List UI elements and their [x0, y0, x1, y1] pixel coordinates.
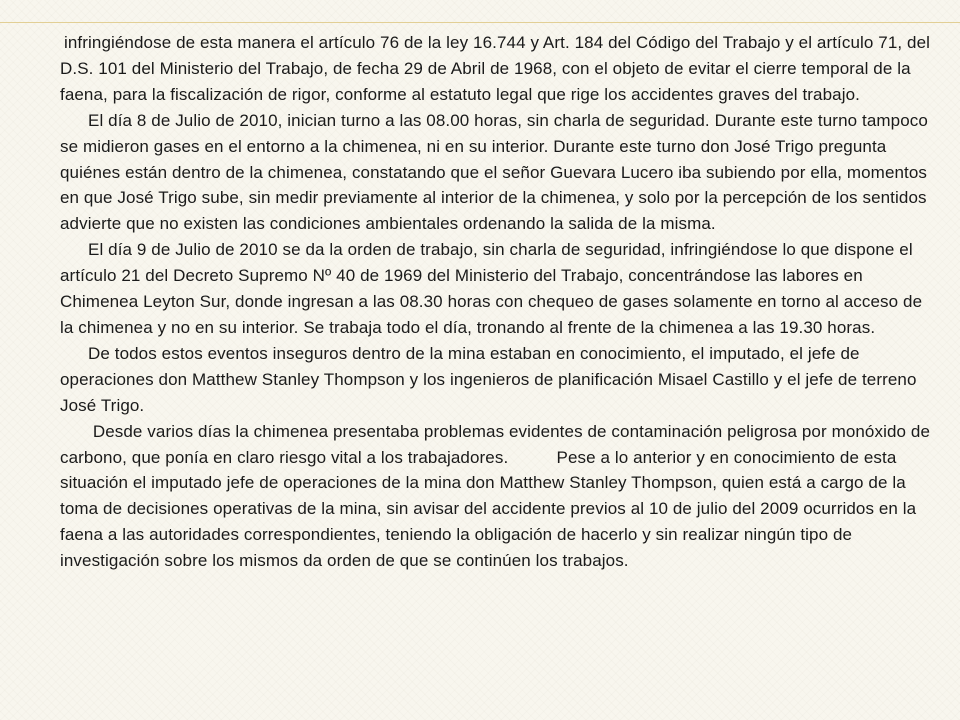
paragraph-2: El día 8 de Julio de 2010, inician turno a las 08.00 horas, sin charla de seguridad. Durante este turno tampoco se midieron gases en el entorno a la chimenea, ni en su interior. Durante este turno don José Trigo pregunta quiénes están dentro de la chimenea, constatando que el señor Guevara Lucero iba subiendo por ella, momentos en que José Trigo sube, sin medir previamente al interior de la chimenea, y solo por la percepción de los sentidos advierte que no existen las condiciones ambientales ordenando la salida de la misma. [60, 110, 928, 234]
paragraph-4: De todos estos eventos inseguros dentro de la mina estaban en conocimiento, el imputado, el jefe de operaciones don Matthew Stanley Thompson y los ingenieros de planificación Misael Castillo y el jefe de terreno José Trigo. [60, 343, 917, 415]
paragraph-3: El día 9 de Julio de 2010 se da la orden de trabajo, sin charla de seguridad, infringiéndose lo que dispone el artículo 21 del Decreto Supremo Nº 40 de 1969 del Ministerio del Trabajo, concentrándose las labores en Chimenea Leyton Sur, donde ingresan a las 08.30 horas con chequeo de gases solamente en torno al acceso de la chimenea y no en su interior. Se trabaja todo el día, tronando al frente de la chimenea a las 19.30 horas. [60, 240, 923, 337]
slide-body [60, 30, 936, 700]
header-rule [0, 22, 960, 23]
paragraph-1: infringiéndose de esta manera el artículo 76 de la ley 16.744 y Art. 184 del Código del Trabajo y el artículo 71, del D.S. 101 del Ministerio del Trabajo, de fecha 29 de Abril de 1968, con el objeto de evitar el cierre temporal de la faena, para la fiscalización de rigor, conforme al estatuto legal que rige los accidentes graves del trabajo. [60, 33, 931, 104]
paragraph-5: Desde varios días la chimenea presentaba problemas evidentes de contaminación peligrosa por monóxido de carbono, que ponía en claro riesgo vital a los trabajadores. Pese a lo anterior y en conocimiento de esta situación el imputado jefe de operaciones de la mina don Matthew Stanley Thompson, quien está a cargo de la toma de decisiones operativas de la mina, sin avisar del accidente previos al 10 de julio del 2009 ocurridos en la faena a las autoridades correspondientes, teniendo la obligación de hacerlo y sin realizar ningún tipo de investigación sobre los mismos da orden de que se continúen los trabajos. [60, 421, 935, 571]
